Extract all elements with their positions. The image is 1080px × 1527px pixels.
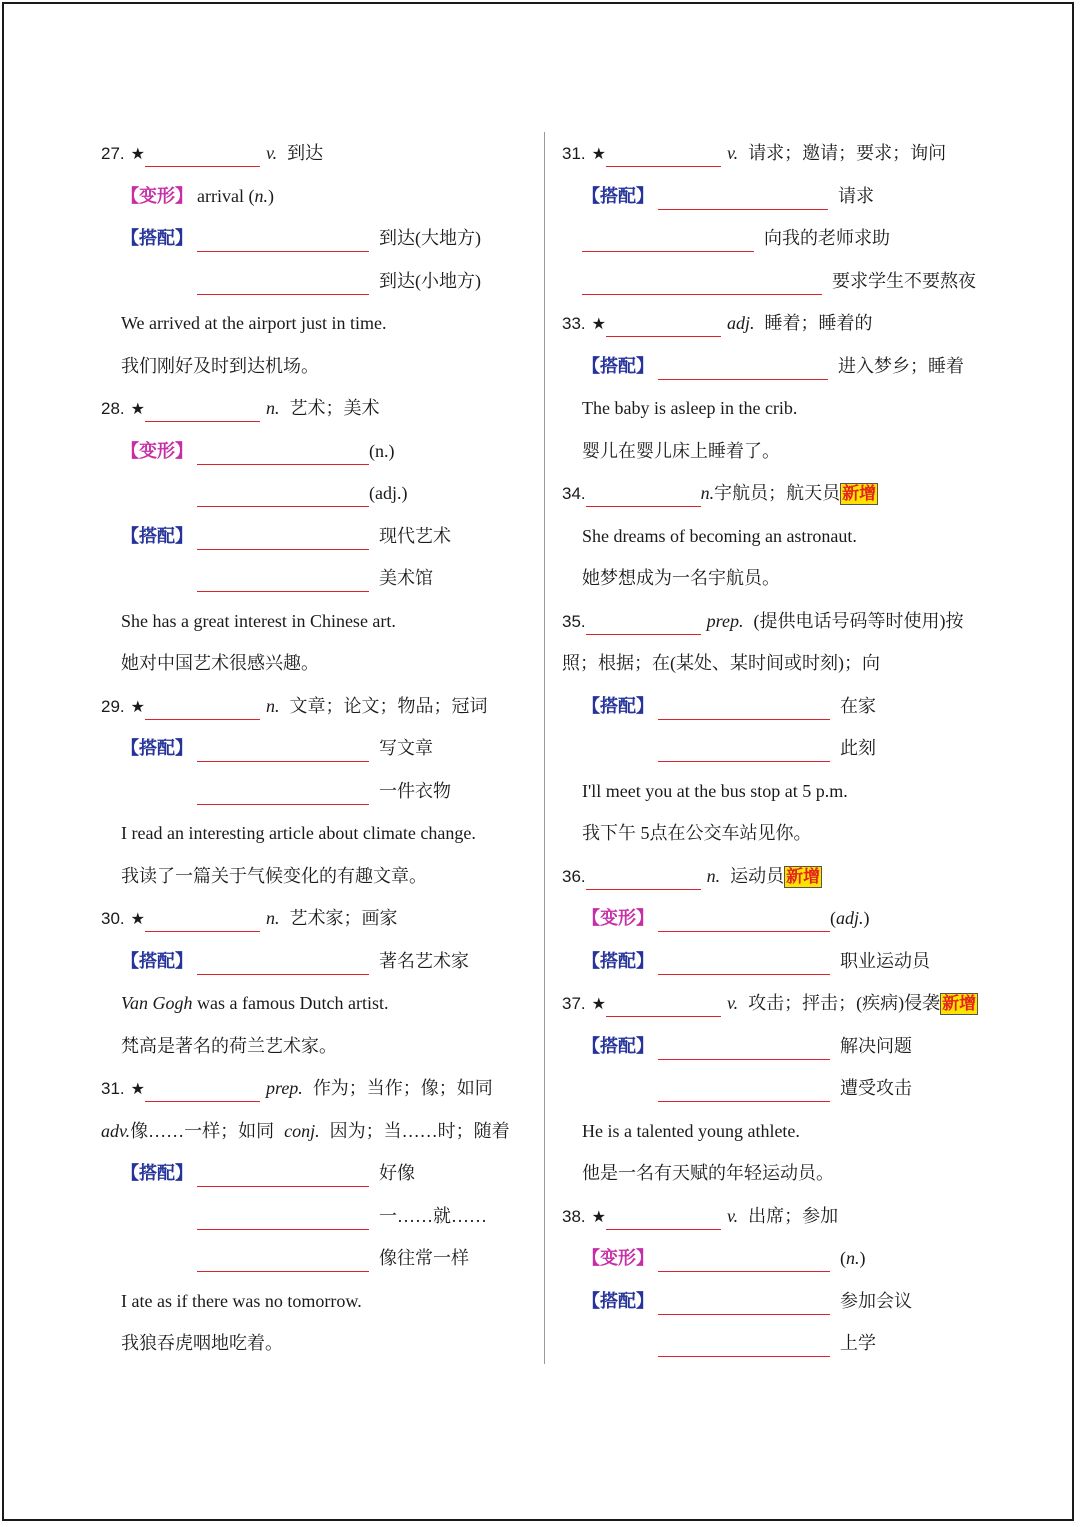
meaning: 作为；当作；像；如同 bbox=[312, 1078, 493, 1098]
answer-blank[interactable] bbox=[606, 990, 721, 1017]
entry-number: 37. bbox=[562, 994, 586, 1013]
entry-36-collocation-1 bbox=[562, 940, 1002, 983]
variant-close: ) bbox=[863, 908, 870, 928]
collocation-tag: 【搭配】 bbox=[121, 738, 193, 759]
collocation-meaning: 美术馆 bbox=[379, 568, 433, 588]
answer-blank[interactable] bbox=[197, 268, 369, 295]
answer-blank[interactable] bbox=[658, 693, 830, 720]
example-en: I'll meet you at the bus stop at 5 p.m. bbox=[582, 780, 848, 801]
entry-38-header bbox=[562, 1195, 1002, 1238]
collocation-tag: 【搭配】 bbox=[121, 1163, 193, 1184]
collocation-tag: 【搭配】 bbox=[121, 950, 193, 972]
entry-31-left-more-meanings bbox=[101, 1110, 531, 1153]
entry-38-variant bbox=[562, 1237, 1002, 1280]
answer-blank[interactable] bbox=[582, 225, 754, 252]
star-icon: ★ bbox=[130, 144, 145, 163]
meaning: 运动员 bbox=[730, 865, 785, 886]
answer-blank[interactable] bbox=[145, 140, 260, 167]
collocation-meaning: 遭受攻击 bbox=[840, 1078, 912, 1098]
variant-pos: n. bbox=[846, 1248, 860, 1268]
example-zh: 她对中国艺术很感兴趣。 bbox=[121, 653, 319, 673]
collocation-meaning: 到达(大地方) bbox=[379, 228, 481, 248]
collocation-meaning: 到达(小地方) bbox=[379, 270, 481, 291]
entry-29-collocation-2 bbox=[101, 770, 531, 813]
collocation-meaning: 现代艺术 bbox=[379, 525, 451, 546]
meaning: 宇航员；航天员 bbox=[714, 483, 841, 503]
meaning: 请求；邀请；要求；询问 bbox=[748, 143, 947, 163]
entry-37-header bbox=[562, 982, 1002, 1025]
collocation-meaning: 在家 bbox=[840, 695, 876, 716]
meaning: (提供电话号码等时使用)按 bbox=[753, 610, 964, 631]
variant-close: ) bbox=[859, 1248, 866, 1268]
answer-blank[interactable] bbox=[658, 1245, 830, 1272]
collocation-meaning: 一件衣物 bbox=[379, 780, 451, 801]
entry-31-left-header bbox=[101, 1067, 531, 1110]
entry-number: 34. bbox=[562, 484, 586, 503]
new-badge: 新增 bbox=[842, 484, 877, 504]
entry-30-collocation-1 bbox=[101, 940, 531, 983]
entry-31-left-collocation-3 bbox=[101, 1237, 531, 1280]
variant-tag: 【变形】 bbox=[582, 908, 654, 929]
example-zh: 他是一名有天赋的年轻运动员。 bbox=[582, 1163, 834, 1183]
part-of-speech: v. bbox=[726, 993, 739, 1013]
answer-blank[interactable] bbox=[658, 1330, 830, 1357]
example-en: We arrived at the airport just in time. bbox=[121, 313, 387, 333]
entry-number: 27. bbox=[101, 144, 125, 163]
collocation-tag: 【搭配】 bbox=[121, 525, 193, 547]
answer-blank[interactable] bbox=[197, 480, 369, 507]
entry-34-header bbox=[562, 472, 1002, 515]
answer-blank[interactable] bbox=[197, 778, 369, 805]
collocation-meaning: 职业运动员 bbox=[840, 950, 930, 971]
part-of-speech: n. bbox=[265, 695, 280, 716]
variant-tag: 【变形】 bbox=[582, 1248, 654, 1269]
part-of-speech: n. bbox=[265, 398, 280, 418]
part-of-speech: n. bbox=[700, 483, 715, 503]
answer-blank[interactable] bbox=[197, 1203, 369, 1230]
example-en: She has a great interest in Chinese art. bbox=[121, 610, 396, 631]
entry-number: 28. bbox=[101, 399, 125, 418]
entry-37-collocation-2 bbox=[562, 1067, 1002, 1110]
collocation-meaning: 请求 bbox=[838, 185, 874, 206]
part-of-speech: adv. bbox=[101, 1120, 131, 1141]
answer-blank[interactable] bbox=[658, 1288, 830, 1315]
example-name: Van Gogh bbox=[121, 993, 193, 1013]
entry-36-header bbox=[562, 855, 1002, 898]
meaning: 艺术；美术 bbox=[289, 398, 380, 418]
answer-blank[interactable] bbox=[197, 1245, 369, 1272]
answer-blank[interactable] bbox=[658, 353, 828, 380]
answer-blank[interactable] bbox=[658, 735, 830, 762]
collocation-meaning: 好像 bbox=[379, 1163, 415, 1183]
entry-33-header bbox=[562, 302, 1002, 345]
entry-37-collocation-1 bbox=[562, 1025, 1002, 1068]
collocation-meaning: 解决问题 bbox=[840, 1035, 912, 1056]
entry-number: 36. bbox=[562, 866, 586, 886]
part-of-speech: adj. bbox=[726, 313, 755, 333]
answer-blank[interactable] bbox=[197, 565, 369, 592]
entry-30-header bbox=[101, 897, 531, 940]
entry-27-collocation-2 bbox=[101, 260, 531, 303]
answer-blank[interactable] bbox=[582, 268, 822, 295]
collocation-tag: 【搭配】 bbox=[582, 950, 654, 972]
collocation-meaning: 上学 bbox=[840, 1333, 876, 1353]
entry-27-header bbox=[101, 132, 531, 175]
variant-pos: n. bbox=[254, 185, 268, 206]
example-rest: was a famous Dutch artist. bbox=[192, 993, 389, 1013]
collocation-meaning: 此刻 bbox=[840, 738, 876, 758]
collocation-meaning: 著名艺术家 bbox=[379, 950, 469, 971]
part-of-speech: prep. bbox=[265, 1078, 303, 1098]
entry-35-header bbox=[562, 600, 1002, 643]
answer-blank[interactable] bbox=[145, 693, 260, 720]
part-of-speech: n. bbox=[706, 865, 721, 886]
answer-blank[interactable] bbox=[606, 140, 721, 167]
example-zh: 她梦想成为一名宇航员。 bbox=[582, 568, 780, 588]
entry-31-left-collocation-2 bbox=[101, 1195, 531, 1238]
star-icon: ★ bbox=[591, 994, 606, 1013]
collocation-meaning: 要求学生不要熬夜 bbox=[832, 270, 976, 291]
example-en: She dreams of becoming an astronaut. bbox=[582, 525, 857, 546]
entry-28-variant-1 bbox=[101, 430, 531, 473]
entry-number: 33. bbox=[562, 314, 586, 333]
entry-31-left-collocation-1 bbox=[101, 1152, 531, 1195]
answer-blank[interactable] bbox=[197, 225, 369, 252]
part-of-speech: v. bbox=[726, 143, 739, 163]
answer-blank[interactable] bbox=[145, 395, 260, 422]
star-icon: ★ bbox=[591, 1206, 606, 1226]
entry-27-collocation-1 bbox=[101, 217, 531, 260]
example-en: He is a talented young athlete. bbox=[582, 1120, 800, 1141]
part-of-speech: prep. bbox=[706, 610, 744, 631]
collocation-meaning: 进入梦乡；睡着 bbox=[838, 355, 964, 376]
example-zh: 我下午 5点在公交车站见你。 bbox=[582, 823, 812, 843]
answer-blank[interactable] bbox=[658, 1033, 830, 1060]
star-icon: ★ bbox=[130, 909, 145, 928]
part-of-speech: n. bbox=[265, 908, 280, 928]
entry-31-right-collocation-1 bbox=[562, 175, 1002, 218]
new-badge: 新增 bbox=[942, 994, 977, 1014]
meaning: 像……一样；如同 bbox=[130, 1120, 275, 1141]
answer-blank[interactable] bbox=[197, 523, 369, 550]
entry-27-variant bbox=[101, 175, 531, 218]
example-en: I read an interesting article about climate change. bbox=[121, 823, 476, 843]
answer-blank[interactable] bbox=[586, 480, 701, 507]
entry-38-collocation-1 bbox=[562, 1280, 1002, 1323]
entry-35-collocation-1 bbox=[562, 685, 1002, 728]
variant-text: arrival ( bbox=[197, 185, 255, 206]
left-column bbox=[101, 132, 531, 1365]
answer-blank[interactable] bbox=[658, 183, 828, 210]
answer-blank[interactable] bbox=[586, 608, 701, 635]
variant-pos: (n.) bbox=[369, 440, 395, 461]
answer-blank[interactable] bbox=[658, 1075, 830, 1102]
meaning: 因为；当……时；随着 bbox=[329, 1120, 510, 1141]
entry-28-variant-2 bbox=[101, 472, 531, 515]
answer-blank[interactable] bbox=[145, 1075, 260, 1102]
answer-blank[interactable] bbox=[606, 310, 721, 337]
example-en: The baby is asleep in the crib. bbox=[582, 398, 798, 418]
example-en bbox=[101, 982, 531, 1025]
meaning: 文章；论文；物品；冠词 bbox=[289, 695, 488, 716]
entry-number: 35. bbox=[562, 611, 586, 631]
meaning: 睡着；睡着的 bbox=[764, 313, 873, 333]
star-icon: ★ bbox=[130, 696, 145, 716]
part-of-speech: v. bbox=[265, 143, 278, 163]
entry-33-collocation-1 bbox=[562, 345, 1002, 388]
collocation-tag: 【搭配】 bbox=[121, 228, 193, 249]
entry-31-right-collocation-2 bbox=[562, 217, 1002, 260]
collocation-tag: 【搭配】 bbox=[582, 355, 654, 377]
answer-blank[interactable] bbox=[658, 905, 830, 932]
new-badge: 新增 bbox=[786, 866, 821, 887]
entry-31-right-header bbox=[562, 132, 1002, 175]
worksheet-page bbox=[2, 2, 1074, 1521]
variant-open: ( bbox=[830, 908, 836, 928]
answer-blank[interactable] bbox=[658, 948, 830, 975]
example-en: I ate as if there was no tomorrow. bbox=[121, 1290, 362, 1311]
entry-35-meaning-cont: 照；根据；在(某处、某时间或时刻)；向 bbox=[562, 653, 880, 673]
star-icon: ★ bbox=[591, 314, 606, 333]
entry-number: 29. bbox=[101, 696, 125, 716]
right-column bbox=[562, 132, 1002, 1365]
example-zh: 婴儿在婴儿床上睡着了。 bbox=[582, 440, 780, 461]
collocation-meaning: 写文章 bbox=[379, 738, 433, 758]
answer-blank[interactable] bbox=[197, 735, 369, 762]
entry-35-collocation-2 bbox=[562, 727, 1002, 770]
star-icon: ★ bbox=[591, 144, 606, 163]
entry-38-collocation-2 bbox=[562, 1322, 1002, 1365]
answer-blank[interactable] bbox=[197, 1160, 369, 1187]
entry-number: 38. bbox=[562, 1206, 586, 1226]
column-divider bbox=[544, 132, 545, 1364]
example-zh: 我读了一篇关于气候变化的有趣文章。 bbox=[121, 865, 427, 886]
star-icon: ★ bbox=[130, 399, 145, 418]
collocation-meaning: 像往常一样 bbox=[379, 1248, 469, 1268]
entry-36-variant bbox=[562, 897, 1002, 940]
entry-29-header bbox=[101, 685, 531, 728]
entry-28-collocation-2 bbox=[101, 557, 531, 600]
variant-tag: 【变形】 bbox=[121, 185, 193, 207]
meaning: 攻击；抨击；(疾病)侵袭 bbox=[748, 993, 941, 1013]
entry-number: 31. bbox=[101, 1079, 125, 1098]
entry-29-collocation-1 bbox=[101, 727, 531, 770]
variant-pos: adj. bbox=[836, 908, 864, 928]
collocation-tag: 【搭配】 bbox=[582, 1035, 654, 1057]
collocation-tag: 【搭配】 bbox=[582, 185, 654, 207]
entry-31-right-collocation-3 bbox=[562, 260, 1002, 303]
entry-28-header bbox=[101, 387, 531, 430]
part-of-speech: conj. bbox=[284, 1120, 320, 1141]
collocation-meaning: 一……就…… bbox=[379, 1205, 487, 1226]
entry-number: 30. bbox=[101, 909, 125, 928]
collocation-meaning: 向我的老师求助 bbox=[764, 228, 890, 248]
variant-open: ( bbox=[840, 1248, 846, 1268]
entry-number: 31. bbox=[562, 144, 586, 163]
part-of-speech: v. bbox=[726, 1205, 739, 1226]
entry-28-collocation-1 bbox=[101, 515, 531, 558]
variant-close: ) bbox=[267, 185, 274, 206]
meaning: 出席；参加 bbox=[748, 1205, 839, 1226]
example-zh: 我们刚好及时到达机场。 bbox=[121, 355, 319, 376]
example-zh: 梵高是著名的荷兰艺术家。 bbox=[121, 1035, 337, 1056]
collocation-meaning: 参加会议 bbox=[840, 1290, 912, 1311]
meaning: 艺术家；画家 bbox=[289, 908, 398, 928]
variant-tag: 【变形】 bbox=[121, 440, 193, 462]
meaning: 到达 bbox=[287, 143, 324, 163]
answer-blank[interactable] bbox=[606, 1203, 721, 1230]
example-zh: 我狼吞虎咽地吃着。 bbox=[121, 1333, 283, 1353]
answer-blank[interactable] bbox=[197, 438, 369, 465]
star-icon: ★ bbox=[130, 1079, 145, 1098]
collocation-tag: 【搭配】 bbox=[582, 695, 654, 717]
answer-blank[interactable] bbox=[586, 863, 701, 890]
variant-pos: (adj.) bbox=[369, 483, 408, 503]
answer-blank[interactable] bbox=[197, 948, 369, 975]
collocation-tag: 【搭配】 bbox=[582, 1290, 654, 1312]
answer-blank[interactable] bbox=[145, 905, 260, 932]
